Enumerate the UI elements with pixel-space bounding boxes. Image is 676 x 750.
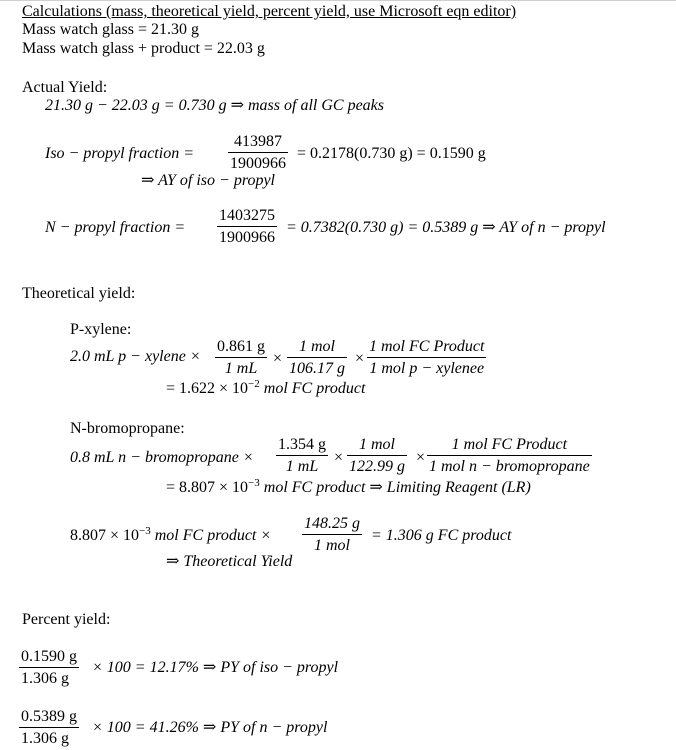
pxylene-times-2: ×	[355, 350, 365, 367]
pxylene-f1-num: 0.861 g	[217, 338, 265, 355]
pxylene-fraction-1	[215, 338, 267, 378]
iso-fraction-lhs: Iso − propyl fraction =	[45, 145, 194, 162]
py-n-denominator: 1.306 g	[19, 727, 79, 748]
nbromo-times-1: ×	[334, 449, 344, 466]
nbromo-fraction-2	[347, 436, 407, 476]
nbromo-f2-num: 1 mol	[359, 436, 395, 453]
pxylene-result: = $1.622 \times 10^{-2}$ mol FC product	[166, 378, 366, 397]
page-title: Calculations (mass, theoretical yield, percent yield, use Microsoft eqn editor)	[22, 3, 517, 20]
py-iso-numerator: 0.1590 g	[21, 648, 77, 665]
pxylene-f2-den: 106.17 g	[287, 357, 347, 378]
final-lhs: $8.807 \times 10^{-3}$ mol FC product ×	[70, 525, 272, 544]
final-fraction	[302, 515, 362, 555]
final-rhs: = 1.306 g FC product	[371, 527, 512, 544]
nbromo-fraction-3	[427, 436, 592, 476]
final-fraction-denominator: 1 mol	[302, 534, 362, 555]
py-iso-denominator: 1.306 g	[19, 667, 79, 688]
n-fraction-numerator: 1403275	[219, 207, 275, 224]
pxylene-label: P-xylene:	[70, 321, 132, 338]
n-fraction	[217, 207, 277, 247]
mass-watch-glass-line: Mass watch glass = 21.30 g	[22, 21, 200, 38]
py-iso-rhs: × 100 = 12.17% ⇒ PY of iso − propyl	[92, 659, 339, 676]
pxylene-fraction-2	[287, 338, 347, 378]
final-note: ⇒ Theoretical Yield	[166, 553, 293, 570]
py-n-fraction	[19, 708, 79, 748]
nbromo-fraction-1	[276, 436, 328, 476]
n-fraction-lhs: N − propyl fraction =	[45, 219, 186, 236]
actual-yield-label: Actual Yield:	[22, 79, 108, 96]
pxylene-f3-num: 1 mol FC Product	[369, 338, 485, 355]
pxylene-fraction-3	[367, 338, 486, 378]
py-iso-fraction	[19, 648, 79, 688]
iso-fraction-rhs: = 0.2178(0.730 g) = 0.1590 g	[297, 145, 486, 162]
pxylene-lhs: 2.0 mL p − xylene ×	[70, 348, 201, 365]
nbromo-times-2: ×	[416, 449, 426, 466]
actual-yield-equation: 21.30 g − 22.03 g = 0.730 g ⇒ mass of all GC peaks	[45, 97, 384, 114]
py-n-rhs: × 100 = 41.26% ⇒ PY of n − propyl	[92, 719, 328, 736]
iso-fraction	[228, 133, 288, 173]
nbromo-label: N-bromopropane:	[70, 420, 185, 437]
top-border	[0, 0, 676, 1]
iso-fraction-numerator: 413987	[234, 133, 282, 150]
theoretical-yield-label: Theoretical yield:	[22, 285, 136, 302]
pxylene-times-1: ×	[273, 350, 283, 367]
percent-yield-label: Percent yield:	[22, 611, 111, 628]
pxylene-f3-den: 1 mol p − xylenee	[367, 357, 486, 378]
nbromo-f1-num: 1.354 g	[278, 436, 326, 453]
nbromo-f3-den: 1 mol n − bromopropane	[427, 455, 592, 476]
n-fraction-rhs: = 0.7382(0.730 g) = 0.5389 g ⇒ AY of n − propyl	[286, 219, 606, 236]
nbromo-f1-den: 1 mL	[276, 455, 328, 476]
nbromo-lhs: 0.8 mL n − bromopropane ×	[70, 449, 254, 466]
n-fraction-denominator: 1900966	[217, 226, 277, 247]
iso-fraction-denominator: 1900966	[228, 152, 288, 173]
pxylene-f1-den: 1 mL	[215, 357, 267, 378]
final-fraction-numerator: 148.25 g	[304, 515, 360, 532]
py-n-numerator: 0.5389 g	[21, 708, 77, 725]
iso-fraction-note: ⇒ AY of iso − propyl	[141, 172, 275, 189]
nbromo-result: = $8.807 \times 10^{-3}$ mol FC product ⇒ Limiting Reagent (LR)	[166, 477, 531, 496]
nbromo-f2-den: 122.99 g	[347, 455, 407, 476]
nbromo-f3-num: 1 mol FC Product	[451, 436, 568, 453]
pxylene-f2-num: 1 mol	[299, 338, 335, 355]
mass-watch-glass-product-line: Mass watch glass + product = 22.03 g	[22, 40, 265, 57]
